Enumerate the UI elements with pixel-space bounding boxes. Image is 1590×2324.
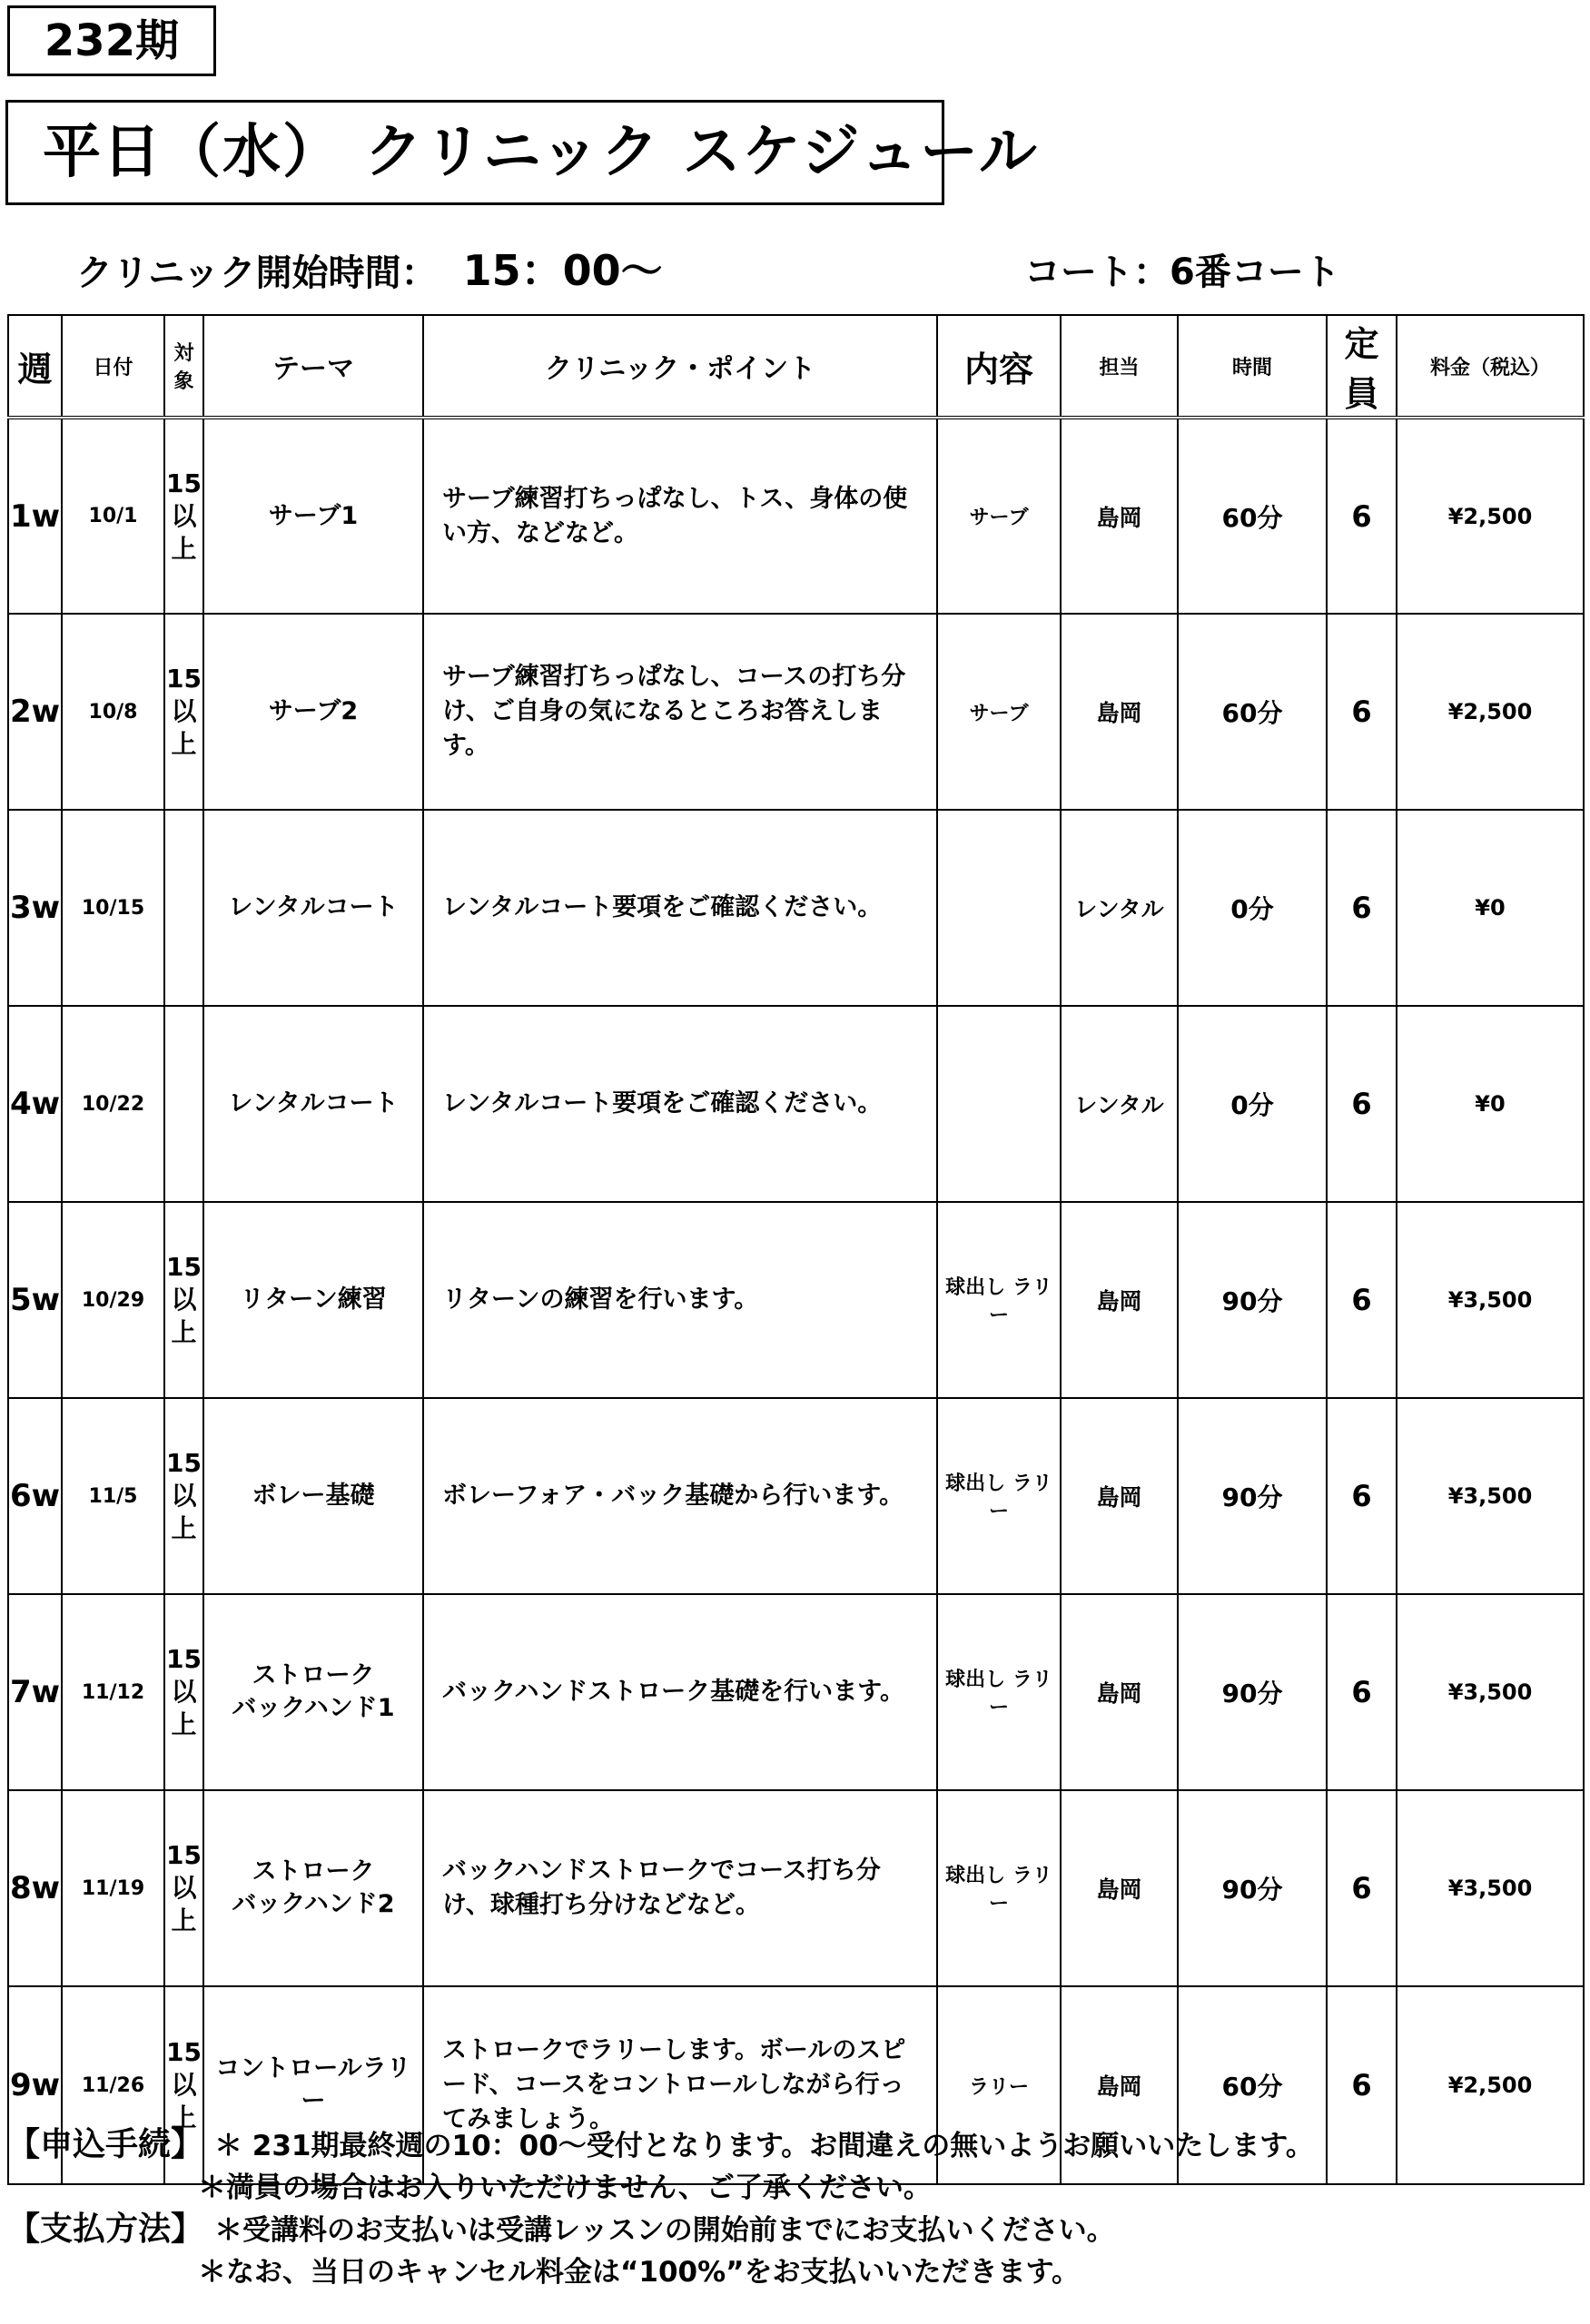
cell-date: 11/26 — [62, 1986, 164, 2184]
cell-staff: 島岡 — [1061, 1790, 1178, 1986]
cell-staff: 島岡 — [1061, 614, 1178, 810]
header-row — [8, 315, 1584, 418]
header-capacity: 定員 — [1327, 315, 1397, 418]
cell-date: 11/12 — [62, 1594, 164, 1790]
cell-staff: 島岡 — [1061, 418, 1178, 614]
cell-content: ラリー — [937, 1986, 1061, 2184]
cell-capacity: 6 — [1327, 1006, 1397, 1202]
table-row — [8, 810, 1584, 1006]
cell-target: 15以上 — [164, 1594, 203, 1790]
cell-date: 10/22 — [62, 1006, 164, 1202]
header-point: クリニック・ポイント — [423, 315, 937, 418]
start-time-value: 15：00〜 — [462, 246, 663, 295]
page-title: 平日（水） クリニック スケジュール — [5, 100, 944, 205]
header-target: 対象 — [164, 315, 203, 418]
cell-target — [164, 1006, 203, 1202]
cell-date: 10/29 — [62, 1202, 164, 1398]
cell-staff: 島岡 — [1061, 1398, 1178, 1594]
cell-time: 60分 — [1178, 614, 1327, 810]
cell-point: ボレーフォア・バック基礎から行います。 — [423, 1398, 937, 1594]
header-week: 週 — [8, 315, 62, 418]
header-content: 内容 — [937, 315, 1061, 418]
cell-time: 0分 — [1178, 810, 1327, 1006]
cell-target: 15以上 — [164, 1398, 203, 1594]
pay-note-2 — [7, 2251, 1583, 2293]
cell-target: 15以上 — [164, 614, 203, 810]
cell-date: 10/1 — [62, 418, 164, 614]
cell-content: サーブ — [937, 614, 1061, 810]
cell-content: 球出し ラリー — [937, 1594, 1061, 1790]
cell-point: サーブ練習打ちっぱなし、トス、身体の使い方、などなど。 — [423, 418, 937, 614]
cell-week: 5w — [8, 1202, 62, 1398]
cell-capacity: 6 — [1327, 810, 1397, 1006]
cell-staff: 島岡 — [1061, 1202, 1178, 1398]
cell-week: 4w — [8, 1006, 62, 1202]
cell-point: ストロークでラリーします。ボールのスピード、コースをコントロールしながら行ってみましょう。 — [423, 1986, 937, 2184]
cell-target: 15以上 — [164, 418, 203, 614]
table-row — [8, 614, 1584, 810]
cell-theme: ボレー基礎 — [203, 1398, 423, 1594]
table-row — [8, 1594, 1584, 1790]
cell-staff: 島岡 — [1061, 1594, 1178, 1790]
cell-fee: ¥3,500 — [1397, 1398, 1584, 1594]
pay-text-1: ＊受講料のお支払いは受講レッスンの開始前までにお支払いください。 — [214, 2214, 1115, 2247]
cell-capacity: 6 — [1327, 1398, 1397, 1594]
cell-theme: ストローク バックハンド2 — [203, 1790, 423, 1986]
table-row — [8, 1202, 1584, 1398]
cell-target: 15以上 — [164, 1986, 203, 2184]
schedule-table — [7, 314, 1585, 2185]
cell-time: 0分 — [1178, 1006, 1327, 1202]
cell-date: 11/5 — [62, 1398, 164, 1594]
cell-fee: ¥0 — [1397, 810, 1584, 1006]
apply-text-1: ＊ 231期最終週の10：00〜受付となります。お間違えの無いようお願いいたします。 — [214, 2130, 1314, 2162]
cell-theme: レンタルコート — [203, 1006, 423, 1202]
cell-theme: サーブ1 — [203, 418, 423, 614]
cell-theme: ストローク バックハンド1 — [203, 1594, 423, 1790]
term-label: 232期 — [7, 5, 216, 76]
cell-content — [937, 810, 1061, 1006]
cell-capacity: 6 — [1327, 614, 1397, 810]
pay-text-2: ＊なお、当日のキャンセル料金は“100%”をお支払いいただきます。 — [198, 2256, 1081, 2289]
cell-theme: リターン練習 — [203, 1202, 423, 1398]
table-row — [8, 1006, 1584, 1202]
cell-capacity: 6 — [1327, 1986, 1397, 2184]
cell-fee: ¥3,500 — [1397, 1202, 1584, 1398]
cell-content: 球出し ラリー — [937, 1202, 1061, 1398]
cell-point: バックハンドストロークでコース打ち分け、球種打ち分けなどなど。 — [423, 1790, 937, 1986]
cell-target — [164, 810, 203, 1006]
table-row — [8, 1790, 1584, 1986]
cell-point: サーブ練習打ちっぱなし、コースの打ち分け、ご自身の気になるところお答えします。 — [423, 614, 937, 810]
cell-week: 2w — [8, 614, 62, 810]
cell-time: 90分 — [1178, 1202, 1327, 1398]
cell-content: 球出し ラリー — [937, 1790, 1061, 1986]
cell-date: 10/15 — [62, 810, 164, 1006]
cell-week: 7w — [8, 1594, 62, 1790]
pay-label: 【支払方法】 — [7, 2211, 204, 2248]
apply-text-2: ＊満員の場合はお入りいただけません、ご了承ください。 — [198, 2171, 932, 2204]
cell-content: 球出し ラリー — [937, 1398, 1061, 1594]
cell-capacity: 6 — [1327, 418, 1397, 614]
cell-week: 1w — [8, 418, 62, 614]
cell-target: 15以上 — [164, 1790, 203, 1986]
start-time-label: クリニック開始時間： — [76, 252, 438, 294]
cell-date: 10/8 — [62, 614, 164, 810]
cell-time: 60分 — [1178, 418, 1327, 614]
cell-fee: ¥3,500 — [1397, 1594, 1584, 1790]
cell-staff: 島岡 — [1061, 1986, 1178, 2184]
cell-fee: ¥2,500 — [1397, 1986, 1584, 2184]
pay-note-1 — [7, 2209, 1583, 2251]
header-fee: 料金（税込） — [1397, 315, 1584, 418]
cell-fee: ¥2,500 — [1397, 418, 1584, 614]
cell-time: 60分 — [1178, 1986, 1327, 2184]
header-theme: テーマ — [203, 315, 423, 418]
header-date: 日付 — [62, 315, 164, 418]
cell-theme: コントロールラリー — [203, 1986, 423, 2184]
start-time — [76, 238, 663, 298]
cell-time: 90分 — [1178, 1398, 1327, 1594]
cell-date: 11/19 — [62, 1790, 164, 1986]
apply-note-1 — [7, 2124, 1583, 2167]
notes-section — [7, 2124, 1583, 2293]
cell-time: 90分 — [1178, 1790, 1327, 1986]
apply-note-2 — [7, 2167, 1583, 2209]
cell-staff: レンタル — [1061, 1006, 1178, 1202]
cell-week: 6w — [8, 1398, 62, 1594]
cell-fee: ¥3,500 — [1397, 1790, 1584, 1986]
cell-time: 90分 — [1178, 1594, 1327, 1790]
cell-fee: ¥2,500 — [1397, 614, 1584, 810]
cell-capacity: 6 — [1327, 1790, 1397, 1986]
cell-point: レンタルコート要項をご確認ください。 — [423, 1006, 937, 1202]
cell-week: 9w — [8, 1986, 62, 2184]
court-label: コート：6番コート — [1024, 251, 1340, 293]
cell-capacity: 6 — [1327, 1202, 1397, 1398]
cell-content: サーブ — [937, 418, 1061, 614]
cell-theme: レンタルコート — [203, 810, 423, 1006]
table-row — [8, 1398, 1584, 1594]
cell-week: 8w — [8, 1790, 62, 1986]
cell-theme: サーブ2 — [203, 614, 423, 810]
header-time: 時間 — [1178, 315, 1327, 418]
cell-staff: レンタル — [1061, 810, 1178, 1006]
header-staff: 担当 — [1061, 315, 1178, 418]
apply-label: 【申込手続】 — [7, 2126, 204, 2163]
cell-point: リターンの練習を行います。 — [423, 1202, 937, 1398]
cell-fee: ¥0 — [1397, 1006, 1584, 1202]
cell-week: 3w — [8, 810, 62, 1006]
cell-point: レンタルコート要項をご確認ください。 — [423, 810, 937, 1006]
cell-target: 15以上 — [164, 1202, 203, 1398]
table-row — [8, 418, 1584, 614]
cell-content — [937, 1006, 1061, 1202]
cell-point: バックハンドストローク基礎を行います。 — [423, 1594, 937, 1790]
cell-capacity: 6 — [1327, 1594, 1397, 1790]
